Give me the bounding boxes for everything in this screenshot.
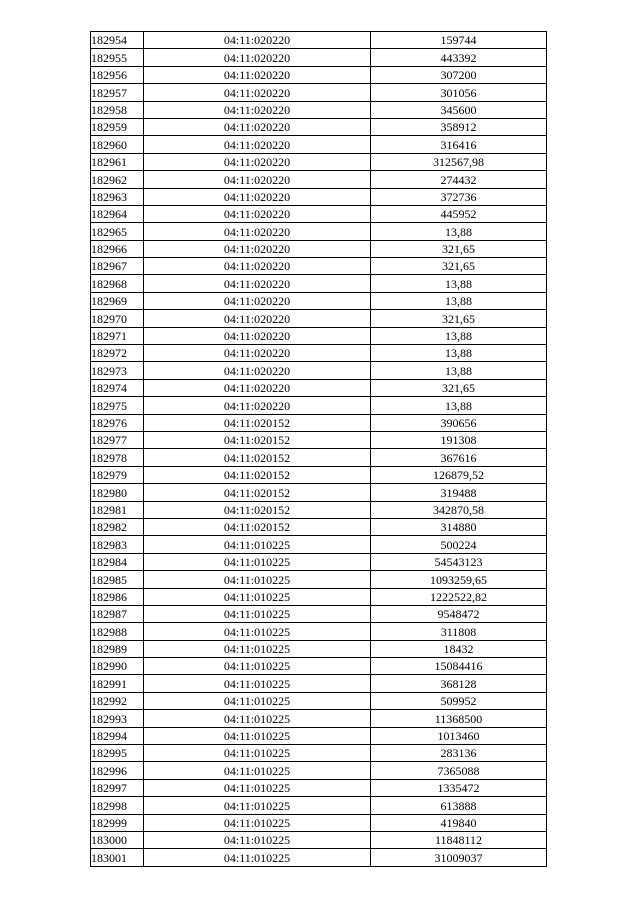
table-row <box>91 831 547 848</box>
value-cell: 316416 <box>371 136 547 153</box>
cadastral-code-cell: 04:11:020220 <box>144 32 371 49</box>
value-cell: 11848112 <box>371 831 547 848</box>
table-row <box>91 345 547 362</box>
row-id-cell: 182954 <box>91 32 144 49</box>
row-id-cell: 182970 <box>91 310 144 327</box>
value-cell: 13,88 <box>371 327 547 344</box>
table-row <box>91 32 547 49</box>
table-row <box>91 205 547 222</box>
value-cell: 13,88 <box>371 345 547 362</box>
table-row <box>91 292 547 309</box>
row-id-cell: 182997 <box>91 779 144 796</box>
value-cell: 613888 <box>371 797 547 814</box>
value-cell: 13,88 <box>371 275 547 292</box>
value-cell: 321,65 <box>371 258 547 275</box>
cadastral-code-cell: 04:11:020152 <box>144 484 371 501</box>
cadastral-code-cell: 04:11:020152 <box>144 518 371 535</box>
cadastral-code-cell: 04:11:020220 <box>144 362 371 379</box>
value-cell: 7365088 <box>371 762 547 779</box>
row-id-cell: 182963 <box>91 188 144 205</box>
value-cell: 443392 <box>371 49 547 66</box>
table-row <box>91 727 547 744</box>
row-id-cell: 182983 <box>91 536 144 553</box>
cadastral-code-cell: 04:11:010225 <box>144 640 371 657</box>
table-row <box>91 362 547 379</box>
cadastral-code-cell: 04:11:020220 <box>144 240 371 257</box>
row-id-cell: 182969 <box>91 292 144 309</box>
value-cell: 15084416 <box>371 658 547 675</box>
row-id-cell: 182977 <box>91 431 144 448</box>
row-id-cell: 182987 <box>91 605 144 622</box>
value-cell: 18432 <box>371 640 547 657</box>
row-id-cell: 182960 <box>91 136 144 153</box>
row-id-cell: 182956 <box>91 66 144 83</box>
cadastral-code-cell: 04:11:020220 <box>144 49 371 66</box>
cadastral-code-cell: 04:11:010225 <box>144 536 371 553</box>
cadastral-code-cell: 04:11:020220 <box>144 136 371 153</box>
cadastral-code-cell: 04:11:020220 <box>144 345 371 362</box>
row-id-cell: 182992 <box>91 692 144 709</box>
row-id-cell: 182968 <box>91 275 144 292</box>
value-cell: 500224 <box>371 536 547 553</box>
value-cell: 13,88 <box>371 397 547 414</box>
cadastral-code-cell: 04:11:010225 <box>144 745 371 762</box>
table-row <box>91 49 547 66</box>
row-id-cell: 182982 <box>91 518 144 535</box>
row-id-cell: 183001 <box>91 849 144 866</box>
value-cell: 13,88 <box>371 223 547 240</box>
value-cell: 509952 <box>371 692 547 709</box>
table-row <box>91 605 547 622</box>
row-id-cell: 182961 <box>91 153 144 170</box>
table-row <box>91 414 547 431</box>
cadastral-code-cell: 04:11:020220 <box>144 188 371 205</box>
cadastral-code-cell: 04:11:020152 <box>144 501 371 518</box>
table-row <box>91 258 547 275</box>
row-id-cell: 182974 <box>91 379 144 396</box>
table-row <box>91 762 547 779</box>
table-row <box>91 66 547 83</box>
value-cell: 274432 <box>371 171 547 188</box>
table-row <box>91 171 547 188</box>
row-id-cell: 182998 <box>91 797 144 814</box>
row-id-cell: 182957 <box>91 84 144 101</box>
value-cell: 13,88 <box>371 292 547 309</box>
value-cell: 54543123 <box>371 553 547 570</box>
row-id-cell: 182979 <box>91 466 144 483</box>
table-row <box>91 101 547 118</box>
value-cell: 312567,98 <box>371 153 547 170</box>
row-id-cell: 182981 <box>91 501 144 518</box>
value-cell: 321,65 <box>371 379 547 396</box>
cadastral-code-cell: 04:11:010225 <box>144 675 371 692</box>
table-row <box>91 692 547 709</box>
cadastral-code-cell: 04:11:010225 <box>144 797 371 814</box>
row-id-cell: 183000 <box>91 831 144 848</box>
table-row <box>91 779 547 796</box>
value-cell: 1093259,65 <box>371 571 547 588</box>
table-row <box>91 466 547 483</box>
value-cell: 1222522,82 <box>371 588 547 605</box>
cadastral-code-cell: 04:11:010225 <box>144 588 371 605</box>
row-id-cell: 182958 <box>91 101 144 118</box>
cadastral-code-cell: 04:11:020152 <box>144 431 371 448</box>
row-id-cell: 182962 <box>91 171 144 188</box>
value-cell: 13,88 <box>371 362 547 379</box>
row-id-cell: 182978 <box>91 449 144 466</box>
value-cell: 368128 <box>371 675 547 692</box>
table-row <box>91 640 547 657</box>
table-row <box>91 745 547 762</box>
table-body <box>91 32 547 867</box>
table-row <box>91 431 547 448</box>
value-cell: 11368500 <box>371 710 547 727</box>
row-id-cell: 182964 <box>91 205 144 222</box>
value-cell: 159744 <box>371 32 547 49</box>
value-cell: 358912 <box>371 118 547 135</box>
cadastral-code-cell: 04:11:010225 <box>144 605 371 622</box>
cadastral-code-cell: 04:11:010225 <box>144 831 371 848</box>
value-cell: 345600 <box>371 101 547 118</box>
row-id-cell: 182985 <box>91 571 144 588</box>
table-row <box>91 675 547 692</box>
row-id-cell: 182973 <box>91 362 144 379</box>
cadastral-code-cell: 04:11:020220 <box>144 66 371 83</box>
value-cell: 307200 <box>371 66 547 83</box>
table-row <box>91 310 547 327</box>
table-row <box>91 484 547 501</box>
cadastral-code-cell: 04:11:020220 <box>144 153 371 170</box>
table-row <box>91 275 547 292</box>
row-id-cell: 182975 <box>91 397 144 414</box>
cadastral-code-cell: 04:11:010225 <box>144 571 371 588</box>
cadastral-code-cell: 04:11:020152 <box>144 449 371 466</box>
cadastral-code-cell: 04:11:010225 <box>144 727 371 744</box>
cadastral-code-cell: 04:11:010225 <box>144 710 371 727</box>
cadastral-code-cell: 04:11:020220 <box>144 84 371 101</box>
table-row <box>91 153 547 170</box>
value-cell: 445952 <box>371 205 547 222</box>
data-table <box>90 31 547 867</box>
row-id-cell: 182966 <box>91 240 144 257</box>
cadastral-code-cell: 04:11:020220 <box>144 292 371 309</box>
row-id-cell: 182984 <box>91 553 144 570</box>
row-id-cell: 182980 <box>91 484 144 501</box>
cadastral-code-cell: 04:11:020220 <box>144 397 371 414</box>
value-cell: 314880 <box>371 518 547 535</box>
value-cell: 1013460 <box>371 727 547 744</box>
cadastral-code-cell: 04:11:010225 <box>144 762 371 779</box>
cadastral-code-cell: 04:11:020220 <box>144 379 371 396</box>
value-cell: 419840 <box>371 814 547 831</box>
row-id-cell: 182972 <box>91 345 144 362</box>
value-cell: 367616 <box>371 449 547 466</box>
cadastral-code-cell: 04:11:020220 <box>144 275 371 292</box>
cadastral-code-cell: 04:11:020220 <box>144 327 371 344</box>
table-row <box>91 327 547 344</box>
table-row <box>91 588 547 605</box>
cadastral-code-cell: 04:11:020152 <box>144 414 371 431</box>
value-cell: 342870,58 <box>371 501 547 518</box>
value-cell: 321,65 <box>371 240 547 257</box>
cadastral-code-cell: 04:11:010225 <box>144 779 371 796</box>
table-row <box>91 571 547 588</box>
row-id-cell: 182967 <box>91 258 144 275</box>
value-cell: 311808 <box>371 623 547 640</box>
row-id-cell: 182994 <box>91 727 144 744</box>
row-id-cell: 182976 <box>91 414 144 431</box>
row-id-cell: 182965 <box>91 223 144 240</box>
cadastral-code-cell: 04:11:010225 <box>144 623 371 640</box>
cadastral-code-cell: 04:11:010225 <box>144 849 371 866</box>
value-cell: 321,65 <box>371 310 547 327</box>
table-row <box>91 501 547 518</box>
row-id-cell: 182995 <box>91 745 144 762</box>
value-cell: 283136 <box>371 745 547 762</box>
cadastral-code-cell: 04:11:020220 <box>144 205 371 222</box>
table-row <box>91 710 547 727</box>
table-row <box>91 188 547 205</box>
table-row <box>91 240 547 257</box>
value-cell: 372736 <box>371 188 547 205</box>
table-row <box>91 658 547 675</box>
table-row <box>91 397 547 414</box>
table-row <box>91 223 547 240</box>
row-id-cell: 182988 <box>91 623 144 640</box>
cadastral-code-cell: 04:11:020220 <box>144 223 371 240</box>
value-cell: 191308 <box>371 431 547 448</box>
table-row <box>91 849 547 866</box>
table-row <box>91 814 547 831</box>
table-row <box>91 379 547 396</box>
cadastral-code-cell: 04:11:020152 <box>144 466 371 483</box>
row-id-cell: 182971 <box>91 327 144 344</box>
table-row <box>91 118 547 135</box>
row-id-cell: 182990 <box>91 658 144 675</box>
cadastral-code-cell: 04:11:020220 <box>144 101 371 118</box>
row-id-cell: 182991 <box>91 675 144 692</box>
value-cell: 31009037 <box>371 849 547 866</box>
value-cell: 390656 <box>371 414 547 431</box>
table-row <box>91 797 547 814</box>
cadastral-code-cell: 04:11:020220 <box>144 310 371 327</box>
row-id-cell: 182993 <box>91 710 144 727</box>
cadastral-code-cell: 04:11:010225 <box>144 692 371 709</box>
cadastral-code-cell: 04:11:010225 <box>144 658 371 675</box>
row-id-cell: 182996 <box>91 762 144 779</box>
cadastral-code-cell: 04:11:020220 <box>144 258 371 275</box>
row-id-cell: 182999 <box>91 814 144 831</box>
value-cell: 1335472 <box>371 779 547 796</box>
row-id-cell: 182955 <box>91 49 144 66</box>
table-row <box>91 536 547 553</box>
table-row <box>91 553 547 570</box>
row-id-cell: 182986 <box>91 588 144 605</box>
row-id-cell: 182959 <box>91 118 144 135</box>
cadastral-code-cell: 04:11:010225 <box>144 814 371 831</box>
value-cell: 126879,52 <box>371 466 547 483</box>
value-cell: 9548472 <box>371 605 547 622</box>
table-row <box>91 449 547 466</box>
row-id-cell: 182989 <box>91 640 144 657</box>
cadastral-code-cell: 04:11:020220 <box>144 171 371 188</box>
cadastral-code-cell: 04:11:020220 <box>144 118 371 135</box>
table-row <box>91 623 547 640</box>
table-row <box>91 518 547 535</box>
cadastral-code-cell: 04:11:010225 <box>144 553 371 570</box>
value-cell: 319488 <box>371 484 547 501</box>
table-row <box>91 136 547 153</box>
value-cell: 301056 <box>371 84 547 101</box>
table-row <box>91 84 547 101</box>
